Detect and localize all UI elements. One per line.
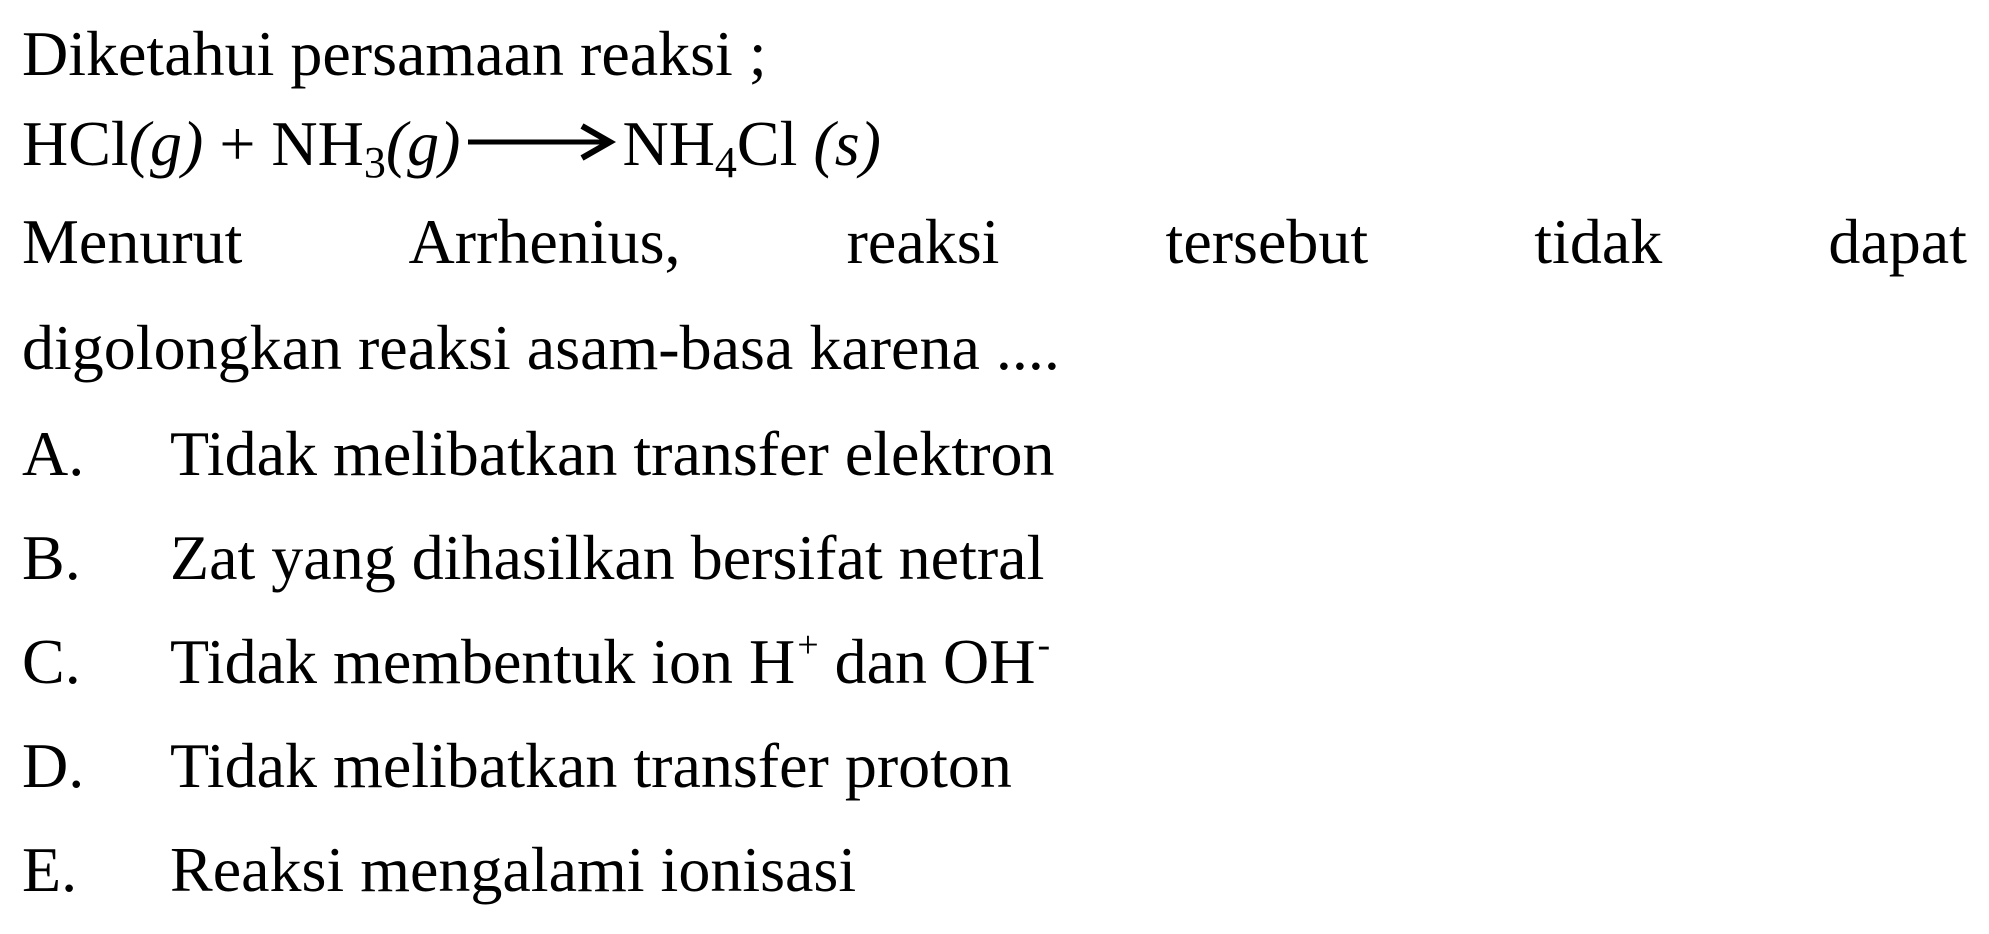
product-nh4cl-state: (s): [813, 108, 881, 179]
option-text: Tidak melibatkan transfer proton: [170, 730, 1012, 801]
stem-word: dapat: [1828, 206, 1967, 277]
option-text: Reaksi mengalami ionisasi: [170, 834, 857, 905]
oh-minus-superscript: -: [1037, 624, 1051, 666]
h-plus-superscript: +: [797, 624, 819, 666]
question-stem-line-2: digolongkan reaksi asam-basa karena ....: [22, 312, 1060, 383]
option-letter: B.: [22, 522, 81, 593]
option-letter: D.: [22, 730, 85, 801]
product-nh4cl-tail: Cl: [736, 108, 798, 179]
reactant-nh3-state: (g): [385, 108, 461, 179]
reactant-hcl: HCl: [22, 108, 129, 179]
option-text: Zat yang dihasilkan bersifat netral: [170, 522, 1045, 593]
option-text: [170, 624, 1051, 697]
reactant-nh3-subscript: 3: [363, 138, 386, 187]
stem-word: tersebut: [1165, 206, 1369, 277]
reaction-equation: [22, 108, 881, 187]
reactant-hcl-state: (g): [128, 108, 204, 179]
stem-word: Arrhenius,: [408, 206, 681, 277]
question-stem-line-1: [22, 206, 1967, 277]
option-text-part: Tidak membentuk ion H: [170, 626, 796, 697]
option-letter: C.: [22, 626, 81, 697]
option-letter: E.: [22, 834, 78, 905]
plus-sign: +: [219, 108, 256, 179]
product-nh4cl-subscript: 4: [714, 138, 737, 187]
product-nh4cl: NH: [622, 108, 715, 179]
question-intro: Diketahui persamaan reaksi ;: [22, 18, 767, 89]
option-text-part: dan OH: [818, 626, 1036, 697]
option-text: Tidak melibatkan transfer elektron: [170, 418, 1055, 489]
stem-word: reaksi: [846, 206, 1000, 277]
stem-word: Menurut: [22, 206, 243, 277]
stem-word: tidak: [1534, 206, 1663, 277]
right-arrow-icon: [466, 122, 616, 162]
option-letter: A.: [22, 418, 85, 489]
reactant-nh3: NH: [271, 108, 364, 179]
